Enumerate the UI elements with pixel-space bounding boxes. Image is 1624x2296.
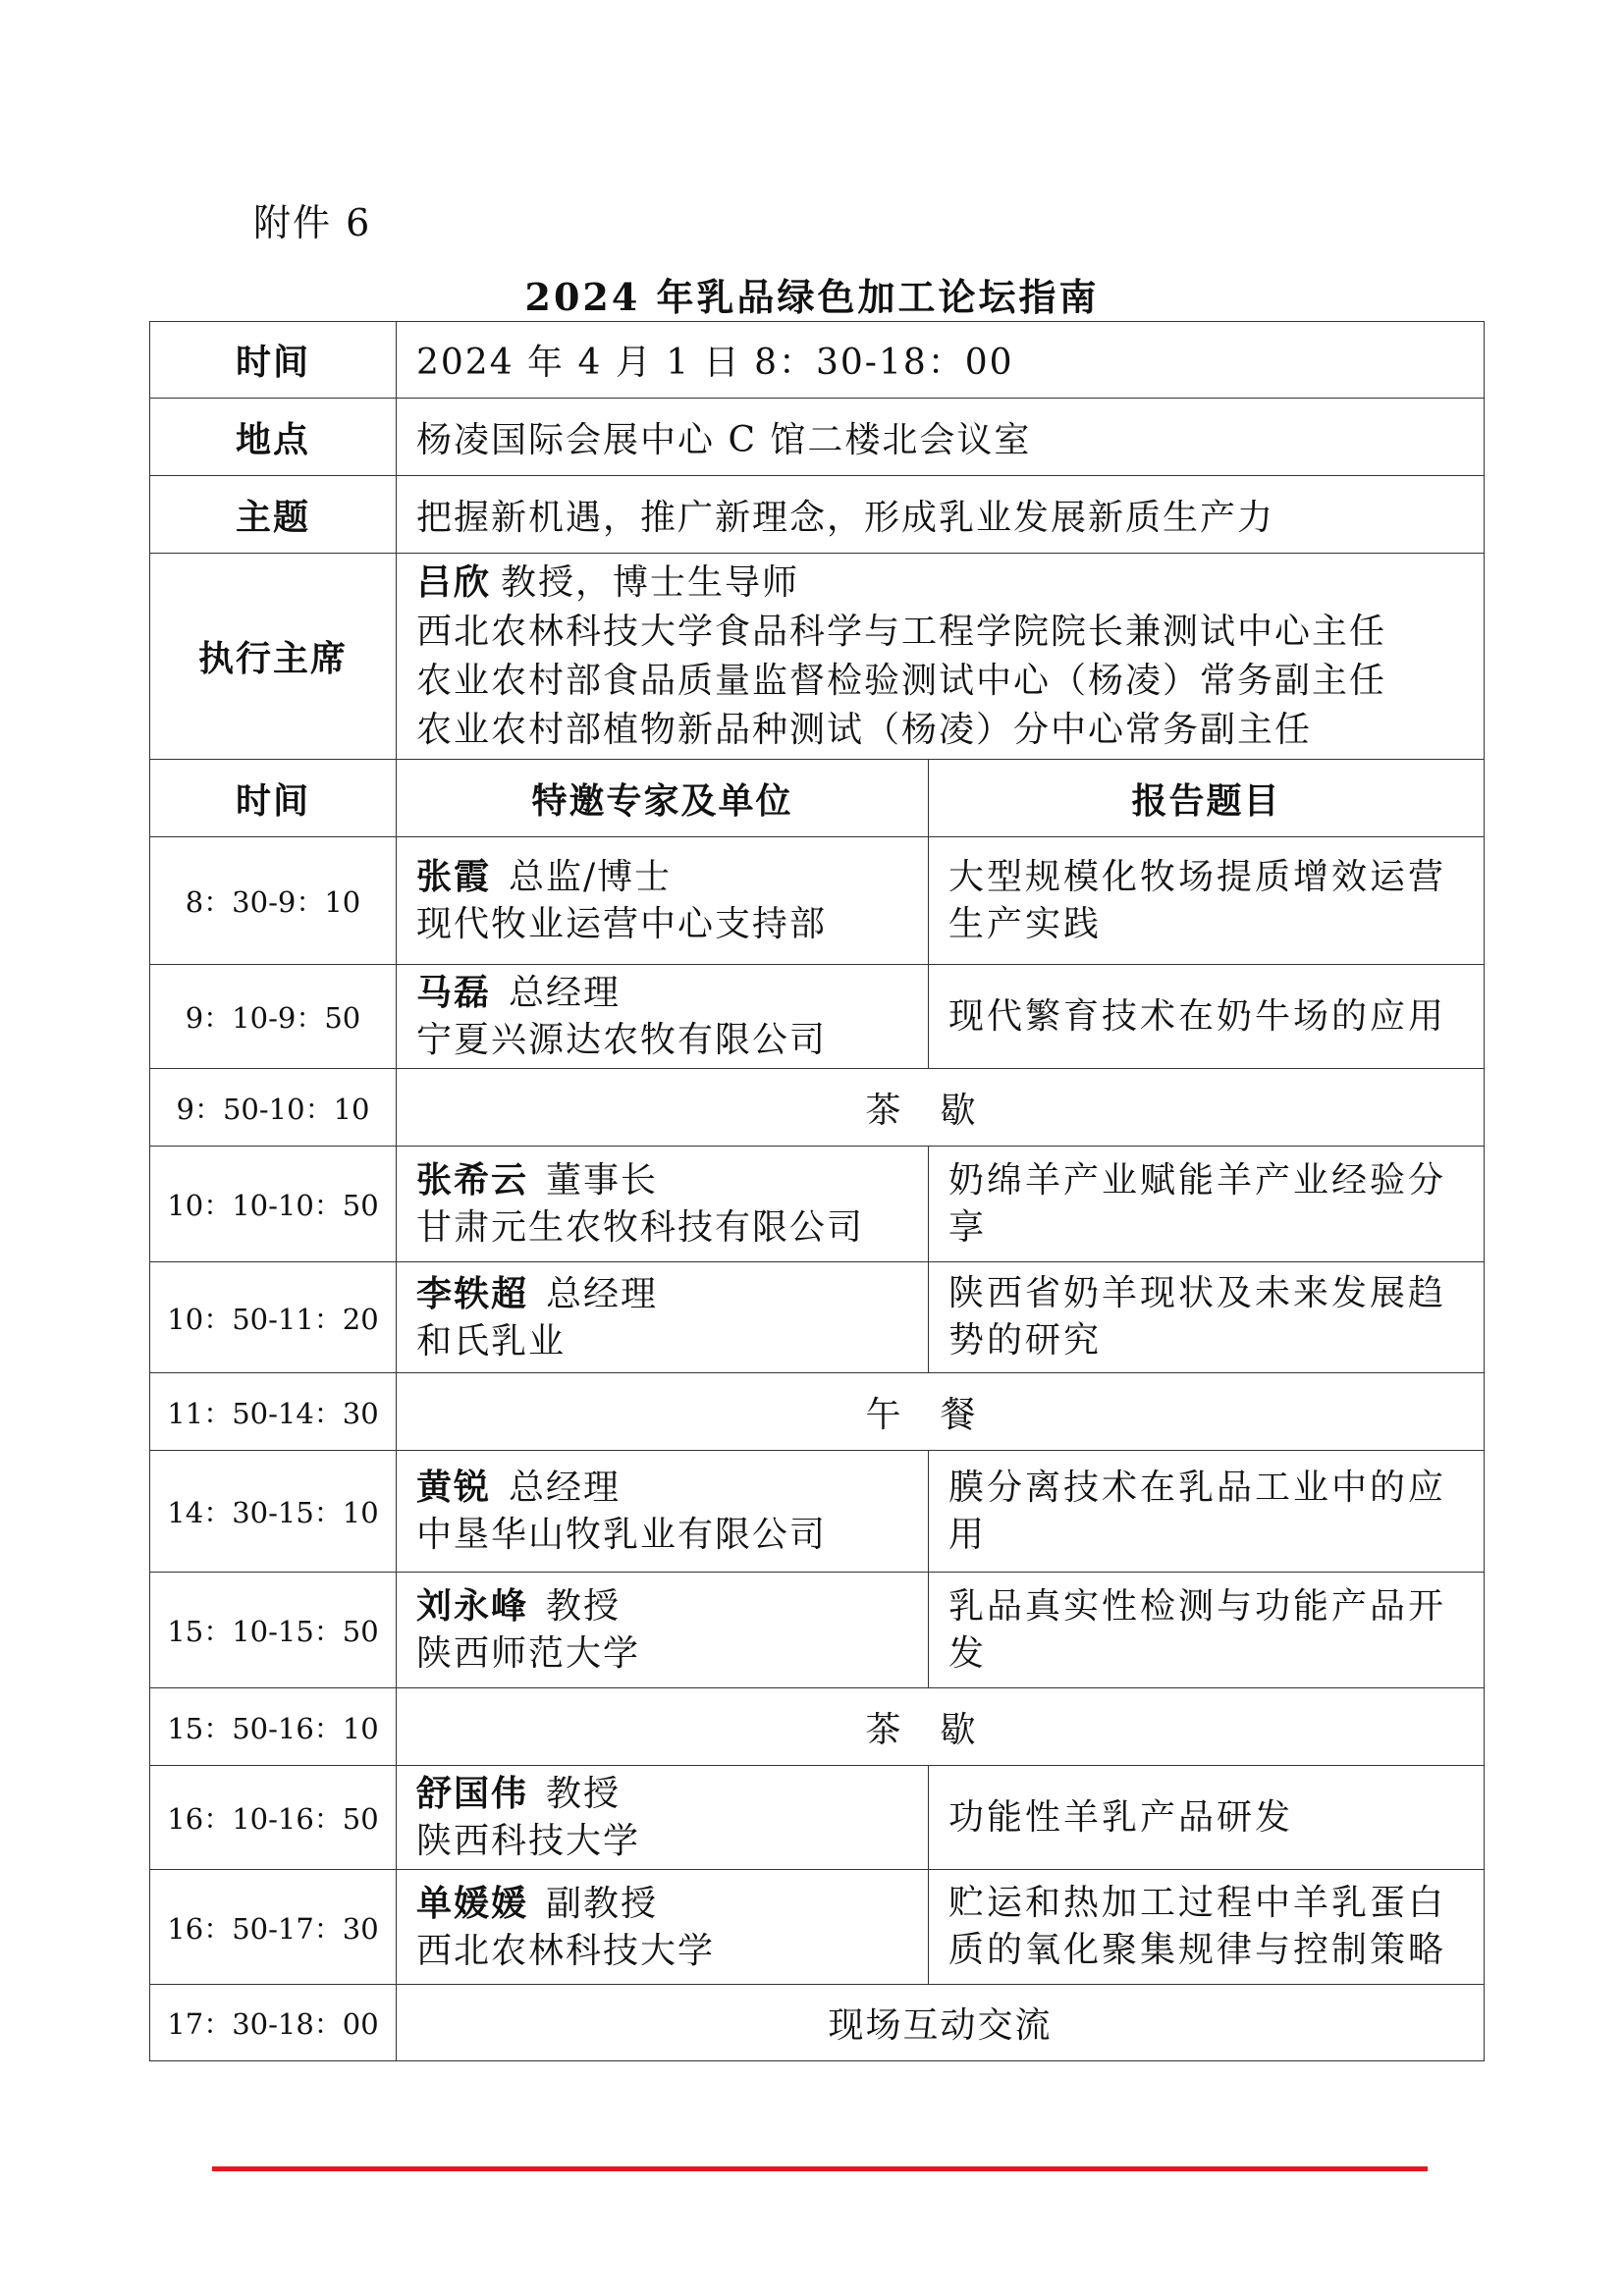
speaker-cell — [397, 1573, 929, 1688]
speaker-role: 教授 — [546, 1774, 622, 1814]
theme-row — [150, 476, 1485, 554]
session-time: 9：50-10：10 — [150, 1069, 397, 1147]
speaker-role: 董事长 — [546, 1160, 659, 1201]
speaker-name: 舒国伟 — [416, 1773, 529, 1814]
speaker-role: 总经理 — [509, 973, 622, 1013]
session-time: 9：10-9：50 — [150, 965, 397, 1069]
report-topic: 乳品真实性检测与功能产品开发 — [929, 1573, 1485, 1688]
speaker-cell — [397, 1147, 929, 1262]
chair-title: 教授，博士生导师 — [501, 562, 800, 603]
chair-info — [397, 554, 1485, 760]
schedule-row — [150, 1147, 1485, 1262]
theme-value: 把握新机遇，推广新理念，形成乳业发展新质生产力 — [397, 476, 1485, 554]
report-topic: 膜分离技术在乳品工业中的应用 — [929, 1451, 1485, 1573]
chair-line: 西北农林科技大学食品科学与工程学院院长兼测试中心主任 — [416, 612, 1387, 652]
speaker-organization: 宁夏兴源达农牧有限公司 — [416, 1020, 828, 1060]
session-time: 16：10-16：50 — [150, 1766, 397, 1870]
session-time: 15：50-16：10 — [150, 1688, 397, 1766]
speaker-role: 教授 — [546, 1586, 622, 1627]
schedule-row — [150, 1262, 1485, 1373]
attachment-label: 附件 6 — [253, 201, 372, 244]
speaker-name: 刘永峰 — [416, 1585, 529, 1627]
chair-row — [150, 554, 1485, 760]
schedule-header-topic: 报告题目 — [929, 760, 1485, 837]
schedule-row — [150, 1451, 1485, 1573]
page-title: 2024 年乳品绿色加工论坛指南 — [524, 275, 1100, 319]
speaker-name: 张希云 — [416, 1159, 529, 1201]
schedule-row — [150, 1573, 1485, 1688]
schedule-header-time: 时间 — [150, 760, 397, 837]
break-label: 茶歇 — [397, 1688, 1485, 1766]
red-divider-line — [212, 2166, 1428, 2171]
report-topic: 大型规模化牧场提质增效运营生产实践 — [929, 837, 1485, 965]
session-time: 10：10-10：50 — [150, 1147, 397, 1262]
place-label: 地点 — [150, 399, 397, 476]
speaker-organization: 甘肃元生农牧科技有限公司 — [416, 1207, 865, 1248]
chair-label: 执行主席 — [150, 554, 397, 760]
speaker-cell — [397, 1870, 929, 1985]
time-label: 时间 — [150, 322, 397, 399]
speaker-role: 总经理 — [546, 1273, 659, 1314]
session-time: 11：50-14：30 — [150, 1373, 397, 1451]
report-topic: 奶绵羊产业赋能羊产业经验分享 — [929, 1147, 1485, 1262]
schedule-row — [150, 1688, 1485, 1766]
speaker-cell — [397, 837, 929, 965]
speaker-cell — [397, 1766, 929, 1870]
speaker-organization: 现代牧业运营中心支持部 — [416, 904, 828, 944]
theme-label: 主题 — [150, 476, 397, 554]
schedule-row — [150, 1373, 1485, 1451]
time-value: 2024 年 4 月 1 日 8：30-18：00 — [397, 322, 1485, 399]
break-label: 午餐 — [397, 1373, 1485, 1451]
speaker-cell — [397, 1451, 929, 1573]
schedule-header-expert: 特邀专家及单位 — [397, 760, 929, 837]
session-time: 15：10-15：50 — [150, 1573, 397, 1688]
speaker-name: 张霞 — [416, 856, 492, 897]
schedule-row — [150, 1069, 1485, 1147]
interaction-label: 现场互动交流 — [397, 1985, 1485, 2061]
chair-name: 吕欣 — [416, 561, 492, 603]
place-value: 杨凌国际会展中心 C 馆二楼北会议室 — [397, 399, 1485, 476]
schedule-row — [150, 965, 1485, 1069]
speaker-organization: 西北农林科技大学 — [416, 1930, 716, 1971]
report-topic: 现代繁育技术在奶牛场的应用 — [929, 965, 1485, 1069]
session-time: 17：30-18：00 — [150, 1985, 397, 2061]
speaker-organization: 中垦华山牧乳业有限公司 — [416, 1515, 828, 1555]
session-time: 10：50-11：20 — [150, 1262, 397, 1373]
speaker-name: 黄锐 — [416, 1467, 492, 1508]
schedule-row — [150, 1870, 1485, 1985]
speaker-organization: 陕西科技大学 — [416, 1821, 641, 1861]
chair-line: 农业农村部植物新品种测试（杨凌）分中心常务副主任 — [416, 710, 1313, 750]
report-topic: 贮运和热加工过程中羊乳蛋白质的氧化聚集规律与控制策略 — [929, 1870, 1485, 1985]
speaker-organization: 和氏乳业 — [416, 1320, 567, 1362]
schedule-row — [150, 837, 1485, 965]
break-label: 茶歇 — [397, 1069, 1485, 1147]
speaker-name: 单媛媛 — [416, 1882, 529, 1924]
speaker-role: 总监/博士 — [509, 857, 673, 897]
schedule-header-row — [150, 760, 1485, 837]
session-time: 16：50-17：30 — [150, 1870, 397, 1985]
speaker-organization: 陕西师范大学 — [416, 1633, 641, 1674]
speaker-cell — [397, 965, 929, 1069]
place-row — [150, 399, 1485, 476]
speaker-role: 总经理 — [509, 1468, 622, 1508]
speaker-name: 李轶超 — [416, 1272, 529, 1314]
time-row — [150, 322, 1485, 399]
forum-guide-table — [149, 321, 1485, 2061]
speaker-cell — [397, 1262, 929, 1373]
chair-line: 农业农村部食品质量监督检验测试中心（杨凌）常务副主任 — [416, 661, 1387, 701]
report-topic: 陕西省奶羊现状及未来发展趋势的研究 — [929, 1262, 1485, 1373]
speaker-role: 副教授 — [546, 1883, 659, 1924]
session-time: 8：30-9：10 — [150, 837, 397, 965]
session-time: 14：30-15：10 — [150, 1451, 397, 1573]
schedule-row — [150, 1985, 1485, 2061]
speaker-name: 马磊 — [416, 972, 492, 1013]
report-topic: 功能性羊乳产品研发 — [929, 1766, 1485, 1870]
schedule-row — [150, 1766, 1485, 1870]
